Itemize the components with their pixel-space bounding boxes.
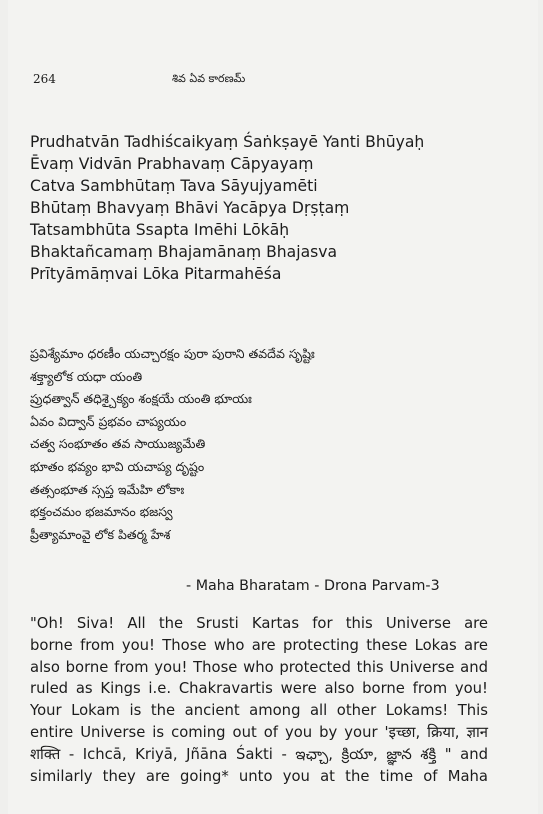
verse-transliteration — [30, 131, 530, 285]
paragraph-line: शक्ति - Ichcā, Kriyā, Jñāna Śakti - ఇఛ్చా, క్రియా, జ్ఞాన శక్తి " and — [30, 745, 488, 763]
verse-line: Bhaktañcamaṃ Bhajamānaṃ Bhajasva — [30, 243, 338, 261]
telugu-verse-line: ప్రవిశ్యేమాం ధరణీం యచ్చారక్షం పురా పురాని తవదేవ సృష్టిః — [30, 346, 315, 361]
telugu-verse-line: తత్సంభూత స్సప్త ఇమేహి లోకాః — [30, 481, 185, 497]
page-header — [0, 72, 543, 90]
telugu-verse-line: చత్వ సంభూతం తవ సాయుజ్యమేతి — [30, 436, 206, 452]
paragraph-line: also borne from you! Those who protected this Universe and — [30, 658, 488, 676]
paragraph-line: ruled as Kings i.e. Chakravartis were also borne from you! — [30, 680, 488, 698]
running-title: శివ ఏవ కారణమ్ — [172, 72, 246, 85]
commentary-paragraph — [30, 613, 488, 787]
telugu-verse-line: భూతం భవ్యం భావి యచాప్య దృష్టం — [30, 458, 205, 474]
verse-line: Tatsambhūta Ssapta Imēhi Lōkāḥ — [30, 221, 290, 239]
paragraph-line: entire Universe is coming out of you by your 'इच्छा, क्रिया, ज्ञान — [30, 723, 488, 741]
source-citation: - Maha Bharatam - Drona Parvam-3 — [186, 578, 440, 594]
telugu-verse-line: ప్రుధత్వాన్ తధిశ్చైక్యం శంక్షయే యంతి భూయః — [30, 391, 252, 407]
verse-telugu — [30, 343, 530, 546]
paragraph-line: Your Lokam is the ancient among all other Lokams! This — [30, 702, 488, 720]
paragraph-line: "Oh! Siva! All the Srusti Kartas for this Universe are — [30, 615, 488, 632]
telugu-verse-line: శక్త్యాలోక యధా యంతి — [30, 368, 143, 384]
verse-line: Prītyāmāṃvai Lōka Pitarmahēśa — [30, 265, 282, 283]
verse-line: Prudhatvān Tadhiścaikyaṃ Śaṅkṣayē Yanti Bhūyaḥ — [30, 133, 425, 151]
page-number: 264 — [33, 72, 56, 86]
verse-line: Catva Sambhūtaṃ Tava Sāyujyamēti — [30, 177, 318, 195]
verse-line: Ēvaṃ Vidvān Prabhavaṃ Cāpyayaṃ — [30, 155, 314, 173]
verse-line: Bhūtaṃ Bhavyaṃ Bhāvi Yacāpya Dṛṣṭaṃ — [30, 199, 350, 217]
telugu-verse-line: ఏవం విద్వాన్ ప్రభవం చాప్యయం — [30, 413, 187, 429]
paragraph-line: borne from you! Those who are protecting these Lokas are — [30, 636, 488, 654]
telugu-verse-line: భక్తంచమం భజమానం భజస్వ — [30, 504, 173, 520]
paragraph-line: similarly they are going* unto you at the time of Maha — [30, 767, 488, 785]
telugu-verse-line: ప్రీత్యామాంవై లోక పితర్మ హేశ — [30, 526, 171, 542]
